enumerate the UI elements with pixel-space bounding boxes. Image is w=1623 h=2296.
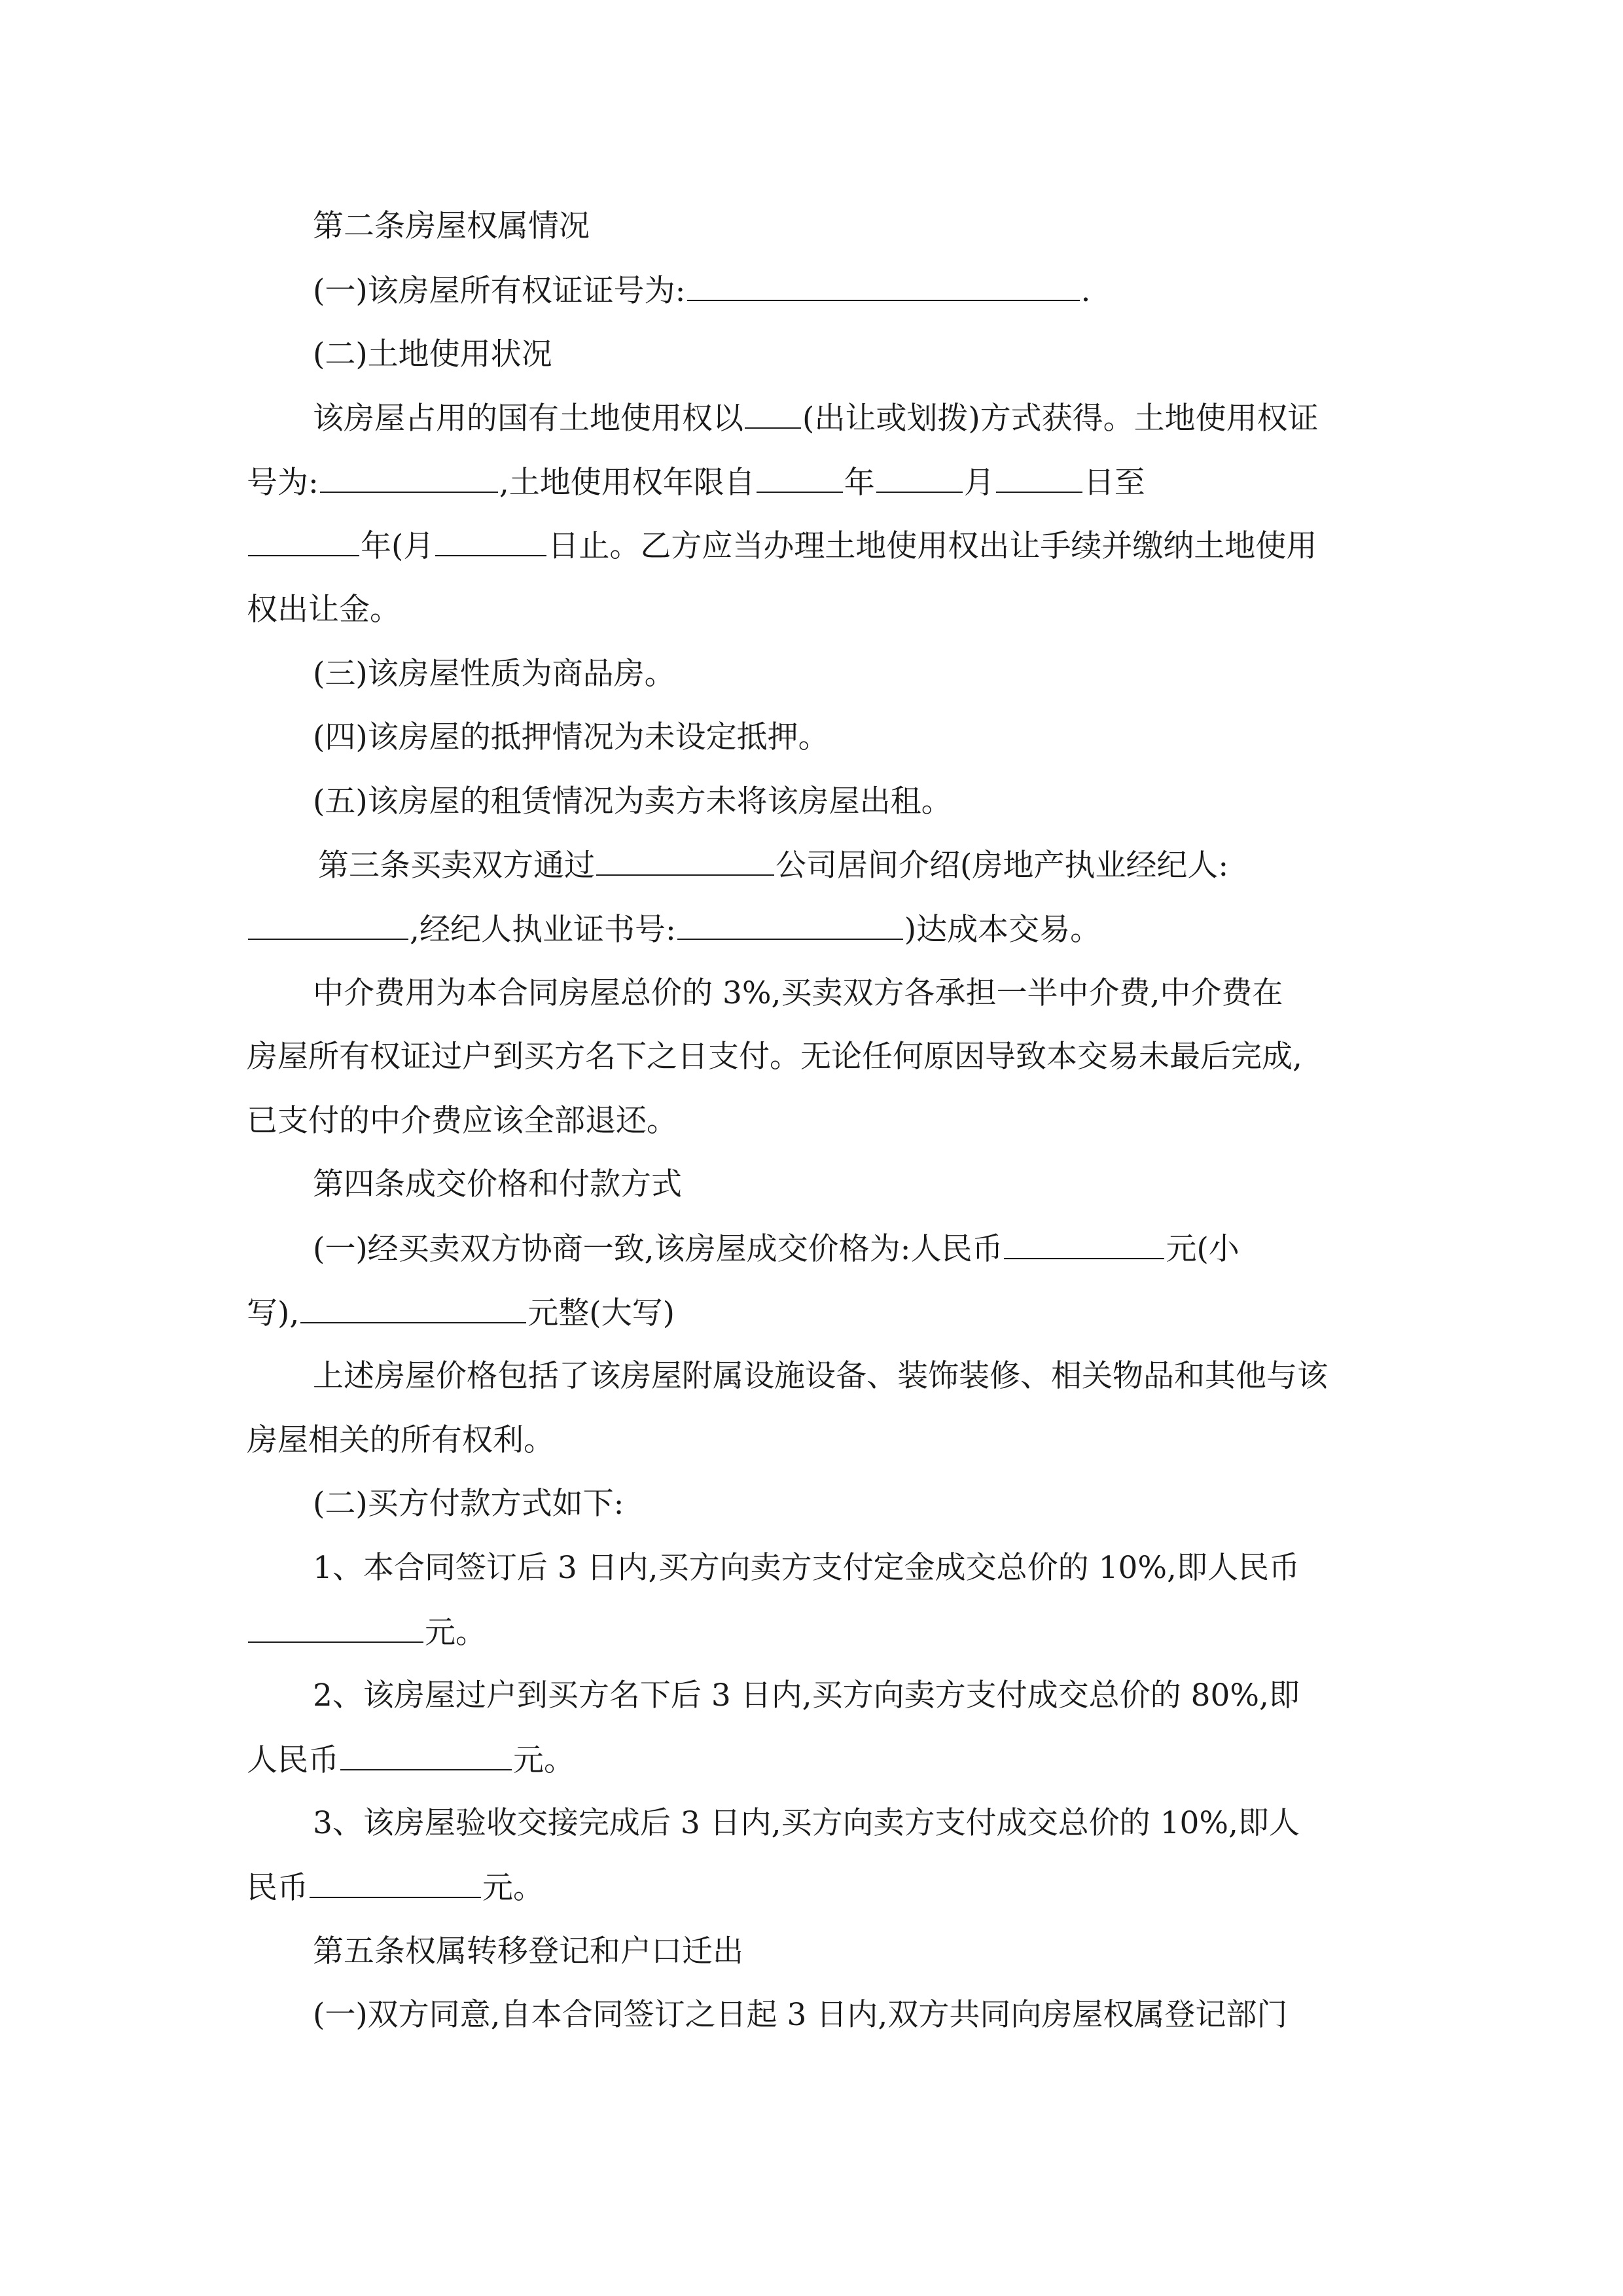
paragraph-line: 3、该房屋验收交接完成后 3 日内,买方向卖方支付成交总价的 10%,即人: [313, 1805, 1300, 1841]
paragraph-line: 该房屋占用的国有土地使用权以 (出让或划拨)方式获得。土地使用权证: [313, 399, 1623, 439]
blank-field: [1004, 1229, 1164, 1259]
blank-field: [757, 463, 843, 493]
blank-field: [996, 463, 1082, 493]
blank-field: [310, 1868, 481, 1898]
paragraph-line: (三)该房屋性质为商品房。: [313, 656, 675, 692]
paragraph-line: 已支付的中介费应该全部退还。: [247, 1103, 677, 1139]
paragraph-line: 年(月 日止。乙方应当办理土地使用权出让手续并缴纳土地使用: [247, 526, 1623, 566]
paragraph-line: 房屋相关的所有权利。: [247, 1422, 554, 1458]
blank-field: [687, 271, 1080, 301]
blank-field: [320, 463, 498, 493]
paragraph-line: (一)该房屋所有权证证号为: .: [313, 271, 1623, 311]
blank-field: [435, 526, 546, 556]
blank-field: [248, 526, 359, 556]
paragraph-line: (二)土地使用状况: [313, 336, 552, 372]
paragraph-line: (一)经买卖双方协商一致,该房屋成交价格为:人民币 元(小: [313, 1229, 1623, 1269]
paragraph-line: 中介费用为本合同房屋总价的 3%,买卖双方各承担一半中介费,中介费在: [313, 975, 1283, 1011]
paragraph-line: 1、本合同签订后 3 日内,买方向卖方支付定金成交总价的 10%,即人民币: [313, 1550, 1300, 1586]
paragraph-line: 元。: [247, 1613, 1623, 1653]
blank-field: [745, 399, 801, 429]
paragraph-line: ,经纪人执业证书号: )达成本交易。: [247, 910, 1623, 950]
blank-field: [248, 910, 408, 940]
paragraph-line: 人民币 元。: [247, 1740, 1623, 1780]
paragraph-line: 号为: ,土地使用权年限自 年 月 日至: [247, 463, 1623, 503]
article-2-heading: 第二条房屋权属情况: [313, 208, 590, 244]
paragraph-line: (二)买方付款方式如下:: [313, 1486, 624, 1522]
blank-field: [340, 1740, 512, 1770]
blank-field: [300, 1293, 526, 1323]
blank-field: [876, 463, 963, 493]
blank-field: [677, 910, 903, 940]
article-5-heading: 第五条权属转移登记和户口迁出: [313, 1933, 743, 1969]
blank-field: [248, 1613, 423, 1643]
paragraph-line: (一)双方同意,自本合同签订之日起 3 日内,双方共同向房屋权属登记部门: [313, 1997, 1288, 2033]
blank-field: [596, 846, 774, 876]
paragraph-line: 民币 元。: [247, 1868, 1623, 1908]
paragraph-line: 房屋所有权证过户到买方名下之日支付。无论任何原因导致本交易未最后完成,: [247, 1039, 1302, 1075]
paragraph-line: 权出让金。: [247, 592, 401, 628]
article-4-heading: 第四条成交价格和付款方式: [313, 1166, 682, 1202]
article-3-heading: 第三条买卖双方通过 公司居间介绍(房地产执业经纪人:: [318, 846, 1623, 886]
paragraph-line: (五)该房屋的租赁情况为卖方未将该房屋出租。: [313, 783, 952, 819]
paragraph-line: 写), 元整(大写): [247, 1293, 1623, 1333]
paragraph-line: (四)该房屋的抵押情况为未设定抵押。: [313, 719, 829, 755]
paragraph-line: 2、该房屋过户到买方名下后 3 日内,买方向卖方支付成交总价的 80%,即: [313, 1677, 1300, 1713]
paragraph-line: 上述房屋价格包括了该房屋附属设施设备、装饰装修、相关物品和其他与该: [313, 1358, 1328, 1394]
